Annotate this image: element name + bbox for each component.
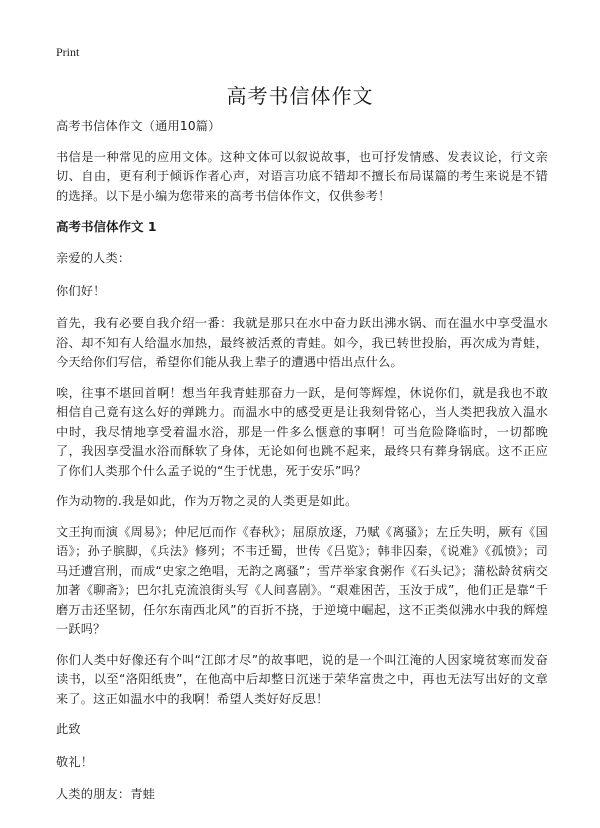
body-paragraph: 你们人类中好像还有个叫“江郎才尽”的故事吧，说的是一个叫江淹的人因家境贫寒而发奋读书，以至“洛阳纸贵”，在他高中后却整日沉迷于荣华富贵之中，再也无法写出好的文章来了。这正如温水中的我啊！希望人类好好反思！ (56, 652, 548, 706)
intro-paragraph: 书信是一种常见的应用文体。这种文体可以叙说故事，也可抒发情感、发表议论，行文亲切、自由，更有利于倾诉作者心声，对语言功底不错却不擅长布局谋篇的考生来说是不错的选择。以下是小编为您带来的高考书信体作文，仅供参考！ (56, 149, 548, 203)
body-paragraph: 首先，我有必要自我介绍一番：我就是那只在水中奋力跃出沸水锅、而在温水中享受温水浴、却不知有人给温水加热，最终被活煮的青蛙。如今，我已转世投胎，再次成为青蛙，今天给你们写信，希望你们能从我上辈子的遭遇中悟出点什么。 (56, 316, 548, 369)
body-paragraph: 文王拘而演《周易》；仲尼厄而作《春秋》；屈原放逐，乃赋《离骚》；左丘失明，厥有《国语》；孙子膑脚，《兵法》修列；不韦迁蜀，世传《吕览》；韩非囚秦，《说难》《孤愤》；司马迁遭宫刑，而成“史家之绝唱，无韵之离骚”；雪芹举家食粥作《石头记》；蒲松龄贫病交加著《聊斋》；巴尔扎克流浪街头写《人间喜剧》。“艰难困苦，玉汝于成”，他们正是靠“千磨万击还坚韧，任尔东南西北风”的百折不挠，于逆境中崛起，这不正类似沸水中我的辉煌一跃吗？ (56, 524, 548, 636)
letter-closing-2: 敬礼！ (56, 754, 94, 769)
article-subtitle: 高考书信体作文（通用10篇） (56, 119, 221, 133)
print-link[interactable]: Print (56, 45, 80, 59)
letter-closing-1: 此致 (56, 722, 81, 736)
section-heading: 高考书信体作文 1 (56, 219, 157, 234)
letter-salutation: 亲爱的人类： (56, 251, 131, 265)
article-body (56, 117, 548, 818)
body-paragraph: 唉，往事不堪回首啊！想当年我青蛙那奋力一跃，是何等辉煌，休说你们，就是我也不敢相信自己竟有这么好的弹跳力。而温水中的感受更是让我刻骨铭心，当人类把我放入温水中时，我尽情地享受着温水浴，那是一件多么惬意的事啊！可当危险降临时，一切都晚了，我因享受温水浴而酥软了身体，无论如何也跳不起来，最终只有葬身锅底。这不正应了你们人类那个什么孟子说的“生于忧患，死于安乐”吗？ (56, 385, 548, 478)
letter-greeting: 你们好！ (56, 283, 106, 298)
page-title: 高考书信体作文 (226, 84, 374, 108)
letter-signature: 人类的朋友：青蛙 (56, 787, 156, 801)
body-paragraph: 作为动物的.我是如此，作为万物之灵的人类更是如此。 (56, 494, 358, 508)
